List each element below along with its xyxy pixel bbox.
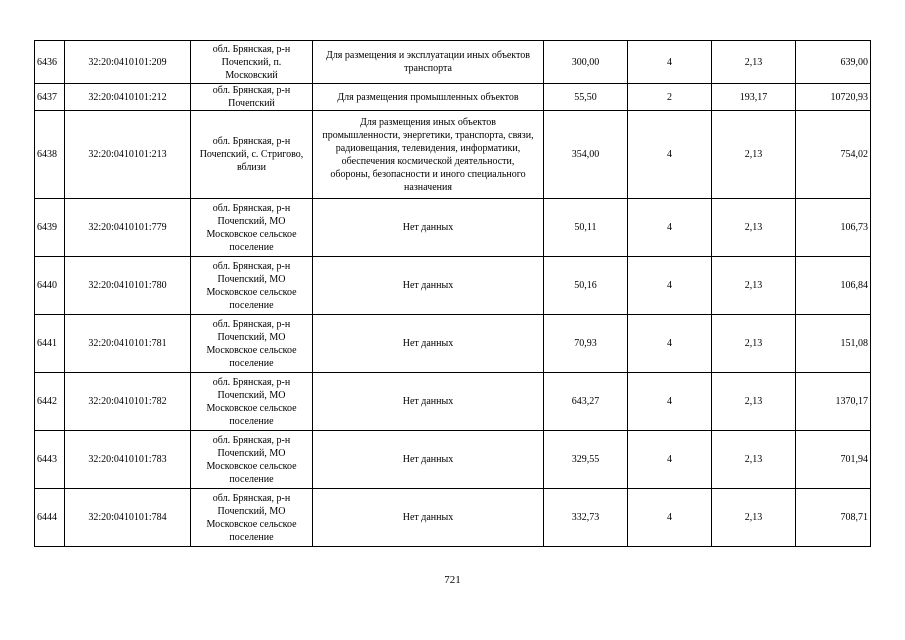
row-number-cell: 6440 xyxy=(35,257,65,315)
address-cell-line: Московское сельское xyxy=(206,460,297,472)
permitted-use-cell-line: промышленности, энергетики, транспорта, связи, xyxy=(322,129,534,141)
cadastral-number-cell: 32:20:0410101:209 xyxy=(65,41,191,84)
rate-cell: 2,13 xyxy=(712,41,796,84)
group-cell: 4 xyxy=(628,199,712,257)
cadastral-number-cell: 32:20:0410101:783 xyxy=(65,431,191,489)
address-cell-line: Московское сельское xyxy=(206,518,297,530)
address-cell-line: Почепский, МО xyxy=(217,505,286,517)
group-cell: 4 xyxy=(628,111,712,199)
cadastral-value-cell: 754,02 xyxy=(796,111,871,199)
address-cell-line: Почепский, МО xyxy=(217,273,286,285)
row-number-cell: 6441 xyxy=(35,315,65,373)
cadastral-number-cell: 32:20:0410101:780 xyxy=(65,257,191,315)
cadastral-number-cell: 32:20:0410101:213 xyxy=(65,111,191,199)
group-cell: 2 xyxy=(628,84,712,111)
row-number-cell: 6443 xyxy=(35,431,65,489)
permitted-use-cell-line: Для размещения промышленных объектов xyxy=(337,91,519,103)
permitted-use-cell-line: Для размещения и эксплуатации иных объектов xyxy=(326,50,530,61)
cadastral-value-cell: 639,00 xyxy=(796,41,871,84)
permitted-use-cell-line: Для размещения иных объектов xyxy=(360,116,496,128)
row-number-cell: 6438 xyxy=(35,111,65,199)
permitted-use-cell xyxy=(313,431,544,489)
cadastral-number-cell: 32:20:0410101:212 xyxy=(65,84,191,111)
table-row xyxy=(35,199,871,257)
address-cell xyxy=(191,199,313,257)
area-cell: 329,55 xyxy=(544,431,628,489)
address-cell-line: Московское сельское xyxy=(206,228,297,240)
cadastral-value-cell: 106,73 xyxy=(796,199,871,257)
rate-cell: 2,13 xyxy=(712,199,796,257)
group-cell: 4 xyxy=(628,257,712,315)
permitted-use-cell-line: Нет данных xyxy=(402,222,454,233)
table-row xyxy=(35,41,871,84)
permitted-use-cell-line: Нет данных xyxy=(402,338,454,349)
table-row xyxy=(35,315,871,373)
row-number-cell: 6439 xyxy=(35,199,65,257)
row-number-cell: 6442 xyxy=(35,373,65,431)
group-cell: 4 xyxy=(628,489,712,547)
address-cell xyxy=(191,111,313,199)
rate-cell: 2,13 xyxy=(712,257,796,315)
address-cell-line: Почепский, п. xyxy=(221,56,282,68)
address-cell-line: обл. Брянская, р-н xyxy=(212,202,291,214)
group-cell: 4 xyxy=(628,431,712,489)
page-number: 721 xyxy=(444,574,461,586)
permitted-use-cell-line: радиовещания, телевидения, информатики, xyxy=(335,142,521,154)
rate-cell: 2,13 xyxy=(712,489,796,547)
area-cell: 50,11 xyxy=(544,199,628,257)
address-cell xyxy=(191,84,313,111)
rate-cell: 2,13 xyxy=(712,111,796,199)
table-row xyxy=(35,111,871,199)
address-cell-line: поселение xyxy=(229,473,274,485)
address-cell-line: Почепский, МО xyxy=(217,447,286,459)
permitted-use-cell xyxy=(313,373,544,431)
address-cell-line: поселение xyxy=(229,357,274,369)
permitted-use-cell xyxy=(313,41,544,84)
address-cell-line: Почепский, МО xyxy=(217,331,286,343)
address-cell-line: Московское сельское xyxy=(206,402,297,414)
area-cell: 300,00 xyxy=(544,41,628,84)
address-cell xyxy=(191,257,313,315)
permitted-use-cell-line: транспорта xyxy=(404,63,452,74)
permitted-use-cell-line: назначения xyxy=(404,181,452,193)
area-cell: 70,93 xyxy=(544,315,628,373)
area-cell: 354,00 xyxy=(544,111,628,199)
address-cell xyxy=(191,431,313,489)
group-cell: 4 xyxy=(628,373,712,431)
permitted-use-cell xyxy=(313,84,544,111)
address-cell-line: поселение xyxy=(229,415,274,427)
permitted-use-cell-line: обеспечения космической деятельности, xyxy=(341,155,515,167)
address-cell-line: Почепский xyxy=(228,98,275,109)
permitted-use-cell-line: Нет данных xyxy=(402,454,454,465)
cadastral-value-cell: 701,94 xyxy=(796,431,871,489)
cadastral-number-cell: 32:20:0410101:782 xyxy=(65,373,191,431)
table-row xyxy=(35,489,871,547)
address-cell-line: обл. Брянская, р-н xyxy=(212,492,291,504)
permitted-use-cell-line: Нет данных xyxy=(402,512,454,523)
address-cell-line: Почепский, МО xyxy=(217,215,286,227)
address-cell-line: Почепский, с. Стригово, xyxy=(199,149,304,160)
cadastral-value-cell: 708,71 xyxy=(796,489,871,547)
address-cell xyxy=(191,41,313,84)
address-cell-line: обл. Брянская, р-н xyxy=(212,434,291,446)
row-number-cell: 6437 xyxy=(35,84,65,111)
permitted-use-cell xyxy=(313,257,544,315)
address-cell-line: обл. Брянская, р-н xyxy=(212,136,291,147)
address-cell-line: обл. Брянская, р-н xyxy=(212,43,291,55)
address-cell-line: Почепский, МО xyxy=(217,389,286,401)
address-cell-line: вблизи xyxy=(236,162,267,173)
address-cell-line: поселение xyxy=(229,241,274,253)
area-cell: 643,27 xyxy=(544,373,628,431)
rate-cell: 2,13 xyxy=(712,315,796,373)
rate-cell: 2,13 xyxy=(712,431,796,489)
address-cell-line: обл. Брянская, р-н xyxy=(212,85,291,96)
group-cell: 4 xyxy=(628,41,712,84)
address-cell-line: Московское сельское xyxy=(206,286,297,298)
cadastral-value-cell: 106,84 xyxy=(796,257,871,315)
cadastral-value-cell: 1370,17 xyxy=(796,373,871,431)
permitted-use-cell xyxy=(313,489,544,547)
address-cell-line: обл. Брянская, р-н xyxy=(212,318,291,330)
row-number-cell: 6444 xyxy=(35,489,65,547)
permitted-use-cell-line: Нет данных xyxy=(402,396,454,407)
permitted-use-cell xyxy=(313,315,544,373)
group-cell: 4 xyxy=(628,315,712,373)
table-row xyxy=(35,257,871,315)
address-cell-line: Московский xyxy=(225,69,278,81)
table-row xyxy=(35,84,871,111)
address-cell xyxy=(191,489,313,547)
cadastral-value-cell: 151,08 xyxy=(796,315,871,373)
cadastral-number-cell: 32:20:0410101:784 xyxy=(65,489,191,547)
area-cell: 50,16 xyxy=(544,257,628,315)
cadastral-number-cell: 32:20:0410101:781 xyxy=(65,315,191,373)
cadastral-value-cell: 10720,93 xyxy=(796,84,871,111)
table-row xyxy=(35,431,871,489)
address-cell xyxy=(191,373,313,431)
area-cell: 55,50 xyxy=(544,84,628,111)
rate-cell: 193,17 xyxy=(712,84,796,111)
permitted-use-cell xyxy=(313,199,544,257)
address-cell-line: обл. Брянская, р-н xyxy=(212,376,291,388)
permitted-use-cell-line: Нет данных xyxy=(402,280,454,291)
table-body xyxy=(35,41,871,547)
row-number-cell: 6436 xyxy=(35,41,65,84)
cadastral-number-cell: 32:20:0410101:779 xyxy=(65,199,191,257)
area-cell: 332,73 xyxy=(544,489,628,547)
address-cell-line: поселение xyxy=(229,531,274,543)
cadastral-table xyxy=(34,40,871,547)
rate-cell: 2,13 xyxy=(712,373,796,431)
permitted-use-cell xyxy=(313,111,544,199)
address-cell-line: поселение xyxy=(229,299,274,311)
table-row xyxy=(35,373,871,431)
address-cell xyxy=(191,315,313,373)
address-cell-line: обл. Брянская, р-н xyxy=(212,260,291,272)
permitted-use-cell-line: обороны, безопасности и иного специального xyxy=(330,168,526,180)
address-cell-line: Московское сельское xyxy=(206,344,297,356)
